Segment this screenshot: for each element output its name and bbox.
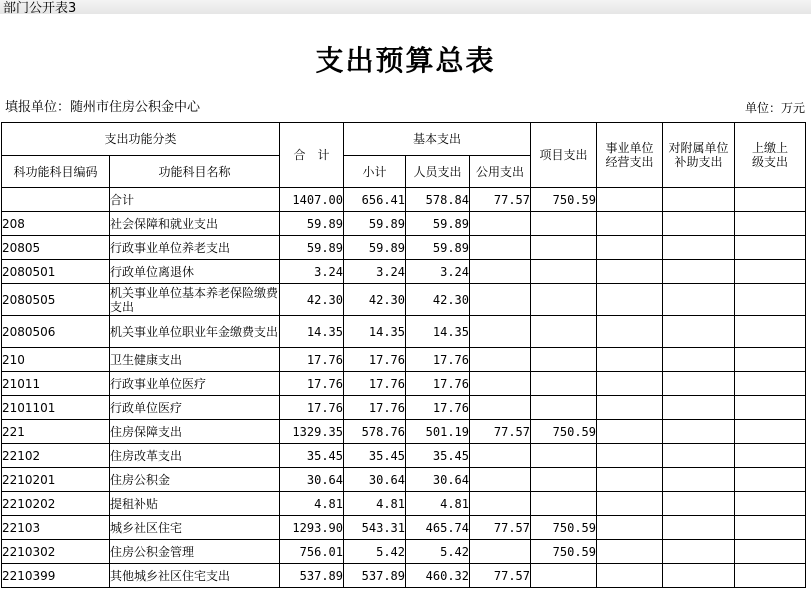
cell-public: 77.57 <box>470 420 531 444</box>
cell-total: 4.81 <box>280 492 344 516</box>
cell-public <box>470 444 531 468</box>
table-row <box>2 212 806 236</box>
cell-subsidy <box>663 420 735 444</box>
cell-upper <box>735 212 806 236</box>
cell-subtotal: 3.24 <box>344 260 406 284</box>
cell-upper <box>735 396 806 420</box>
header-code: 科功能科目编码 <box>2 156 110 188</box>
cell-project <box>531 492 597 516</box>
cell-code: 22103 <box>2 516 110 540</box>
cell-project: 750.59 <box>531 420 597 444</box>
header-name: 功能科目名称 <box>110 156 280 188</box>
table-row <box>2 468 806 492</box>
cell-total: 59.89 <box>280 212 344 236</box>
cell-personnel: 17.76 <box>406 396 470 420</box>
table-row <box>2 564 806 588</box>
cell-upper <box>735 260 806 284</box>
cell-upper <box>735 348 806 372</box>
cell-upper <box>735 236 806 260</box>
cell-personnel: 42.30 <box>406 284 470 316</box>
table-row <box>2 348 806 372</box>
cell-total: 1407.00 <box>280 188 344 212</box>
currency-unit: 单位：万元 <box>744 101 805 115</box>
sheet-header-strip <box>0 0 811 14</box>
cell-name: 行政单位离退休 <box>110 260 280 284</box>
table-row <box>2 492 806 516</box>
cell-personnel: 30.64 <box>406 468 470 492</box>
cell-business <box>597 516 663 540</box>
cell-total: 1293.90 <box>280 516 344 540</box>
cell-upper <box>735 284 806 316</box>
cell-subtotal: 5.42 <box>344 540 406 564</box>
cell-subtotal: 59.89 <box>344 212 406 236</box>
cell-name: 城乡社区住宅 <box>110 516 280 540</box>
header-project: 项目支出 <box>531 123 597 188</box>
sheet-label: 部门公开表3 <box>3 1 77 16</box>
cell-public: 77.57 <box>470 516 531 540</box>
cell-personnel: 3.24 <box>406 260 470 284</box>
cell-upper <box>735 188 806 212</box>
header-func-class: 支出功能分类 <box>2 123 280 156</box>
table-row <box>2 396 806 420</box>
reporting-unit: 填报单位：随州市住房公积金中心 <box>5 100 201 115</box>
cell-name: 机关事业单位职业年金缴费支出 <box>110 316 280 348</box>
table-row <box>2 372 806 396</box>
cell-subsidy <box>663 492 735 516</box>
cell-subtotal: 543.31 <box>344 516 406 540</box>
table-row <box>2 516 806 540</box>
cell-business <box>597 348 663 372</box>
cell-name: 住房保障支出 <box>110 420 280 444</box>
cell-subsidy <box>663 284 735 316</box>
cell-code: 2210302 <box>2 540 110 564</box>
table-row <box>2 444 806 468</box>
cell-business <box>597 260 663 284</box>
cell-total: 1329.35 <box>280 420 344 444</box>
cell-upper <box>735 444 806 468</box>
cell-subtotal: 578.76 <box>344 420 406 444</box>
cell-project: 750.59 <box>531 516 597 540</box>
cell-upper <box>735 540 806 564</box>
cell-subsidy <box>663 236 735 260</box>
cell-subsidy <box>663 396 735 420</box>
cell-business <box>597 236 663 260</box>
cell-subsidy <box>663 468 735 492</box>
cell-name: 卫生健康支出 <box>110 348 280 372</box>
cell-code: 208 <box>2 212 110 236</box>
cell-code: 2210399 <box>2 564 110 588</box>
cell-total: 42.30 <box>280 284 344 316</box>
cell-code: 22102 <box>2 444 110 468</box>
table-row <box>2 284 806 316</box>
cell-personnel: 35.45 <box>406 444 470 468</box>
cell-subtotal: 17.76 <box>344 348 406 372</box>
table-row <box>2 540 806 564</box>
cell-total: 14.35 <box>280 316 344 348</box>
cell-public: 77.57 <box>470 564 531 588</box>
cell-personnel: 17.76 <box>406 372 470 396</box>
cell-project <box>531 236 597 260</box>
cell-subsidy <box>663 444 735 468</box>
cell-total: 30.64 <box>280 468 344 492</box>
cell-code: 2101101 <box>2 396 110 420</box>
cell-subtotal: 17.76 <box>344 372 406 396</box>
cell-business <box>597 316 663 348</box>
page-title: 支出预算总表 <box>315 44 496 77</box>
cell-total: 17.76 <box>280 372 344 396</box>
cell-project <box>531 212 597 236</box>
cell-subtotal: 537.89 <box>344 564 406 588</box>
cell-project <box>531 284 597 316</box>
header-total: 合 计 <box>280 123 344 188</box>
cell-code: 2080505 <box>2 284 110 316</box>
cell-name: 行政单位医疗 <box>110 396 280 420</box>
cell-code: 2210201 <box>2 468 110 492</box>
cell-subsidy <box>663 372 735 396</box>
cell-business <box>597 540 663 564</box>
cell-subtotal: 17.76 <box>344 396 406 420</box>
cell-public <box>470 396 531 420</box>
cell-code: 2080501 <box>2 260 110 284</box>
table-row <box>2 188 806 212</box>
cell-total: 35.45 <box>280 444 344 468</box>
cell-name: 合计 <box>110 188 280 212</box>
cell-business <box>597 396 663 420</box>
cell-name: 提租补贴 <box>110 492 280 516</box>
cell-personnel: 5.42 <box>406 540 470 564</box>
cell-business <box>597 372 663 396</box>
cell-public <box>470 540 531 564</box>
cell-business <box>597 284 663 316</box>
cell-public <box>470 284 531 316</box>
cell-public <box>470 212 531 236</box>
cell-subtotal: 59.89 <box>344 236 406 260</box>
cell-code: 2080506 <box>2 316 110 348</box>
cell-code: 210 <box>2 348 110 372</box>
cell-subsidy <box>663 316 735 348</box>
cell-project <box>531 564 597 588</box>
cell-total: 537.89 <box>280 564 344 588</box>
cell-name: 住房改革支出 <box>110 444 280 468</box>
cell-project: 750.59 <box>531 540 597 564</box>
cell-subtotal: 30.64 <box>344 468 406 492</box>
cell-upper <box>735 564 806 588</box>
cell-project <box>531 316 597 348</box>
header-personnel: 人员支出 <box>406 156 470 188</box>
table-row <box>2 420 806 444</box>
cell-business <box>597 468 663 492</box>
cell-public <box>470 236 531 260</box>
cell-public <box>470 260 531 284</box>
cell-project <box>531 468 597 492</box>
cell-code: 20805 <box>2 236 110 260</box>
cell-subtotal: 35.45 <box>344 444 406 468</box>
cell-public <box>470 468 531 492</box>
cell-code <box>2 188 110 212</box>
cell-name: 行政事业单位养老支出 <box>110 236 280 260</box>
header-upper: 上缴上 级支出 <box>735 123 806 188</box>
cell-name: 其他城乡社区住宅支出 <box>110 564 280 588</box>
cell-name: 社会保障和就业支出 <box>110 212 280 236</box>
cell-subsidy <box>663 540 735 564</box>
cell-project <box>531 372 597 396</box>
cell-business <box>597 420 663 444</box>
cell-subsidy <box>663 348 735 372</box>
header-business: 事业单位 经营支出 <box>597 123 663 188</box>
cell-personnel: 4.81 <box>406 492 470 516</box>
cell-personnel: 59.89 <box>406 236 470 260</box>
cell-business <box>597 492 663 516</box>
cell-business <box>597 212 663 236</box>
budget-table <box>1 122 806 588</box>
cell-total: 756.01 <box>280 540 344 564</box>
header-public: 公用支出 <box>470 156 531 188</box>
cell-personnel: 14.35 <box>406 316 470 348</box>
header-basic: 基本支出 <box>344 123 531 156</box>
cell-personnel: 460.32 <box>406 564 470 588</box>
cell-subsidy <box>663 188 735 212</box>
cell-name: 行政事业单位医疗 <box>110 372 280 396</box>
cell-project <box>531 444 597 468</box>
cell-code: 221 <box>2 420 110 444</box>
cell-project <box>531 260 597 284</box>
cell-subsidy <box>663 564 735 588</box>
cell-personnel: 465.74 <box>406 516 470 540</box>
cell-subtotal: 4.81 <box>344 492 406 516</box>
cell-subtotal: 14.35 <box>344 316 406 348</box>
cell-upper <box>735 420 806 444</box>
cell-code: 2210202 <box>2 492 110 516</box>
cell-project <box>531 396 597 420</box>
cell-personnel: 59.89 <box>406 212 470 236</box>
cell-upper <box>735 468 806 492</box>
header-subsidy: 对附属单位 补助支出 <box>663 123 735 188</box>
cell-upper <box>735 492 806 516</box>
cell-personnel: 17.76 <box>406 348 470 372</box>
cell-name: 住房公积金管理 <box>110 540 280 564</box>
table-row <box>2 260 806 284</box>
cell-upper <box>735 372 806 396</box>
cell-name: 住房公积金 <box>110 468 280 492</box>
table-row <box>2 236 806 260</box>
cell-public <box>470 316 531 348</box>
cell-total: 59.89 <box>280 236 344 260</box>
cell-subsidy <box>663 260 735 284</box>
cell-name: 机关事业单位基本养老保险缴费支出 <box>110 285 279 314</box>
cell-business <box>597 564 663 588</box>
cell-subtotal: 42.30 <box>344 284 406 316</box>
cell-total: 17.76 <box>280 348 344 372</box>
table-row <box>2 316 806 348</box>
cell-subsidy <box>663 212 735 236</box>
cell-public <box>470 348 531 372</box>
cell-business <box>597 188 663 212</box>
cell-project: 750.59 <box>531 188 597 212</box>
cell-subtotal: 656.41 <box>344 188 406 212</box>
cell-upper <box>735 316 806 348</box>
cell-code: 21011 <box>2 372 110 396</box>
cell-upper <box>735 516 806 540</box>
cell-public: 77.57 <box>470 188 531 212</box>
cell-project <box>531 348 597 372</box>
cell-total: 3.24 <box>280 260 344 284</box>
cell-subsidy <box>663 516 735 540</box>
cell-personnel: 501.19 <box>406 420 470 444</box>
cell-public <box>470 492 531 516</box>
cell-personnel: 578.84 <box>406 188 470 212</box>
header-subtotal: 小计 <box>344 156 406 188</box>
cell-public <box>470 372 531 396</box>
cell-business <box>597 444 663 468</box>
cell-total: 17.76 <box>280 396 344 420</box>
